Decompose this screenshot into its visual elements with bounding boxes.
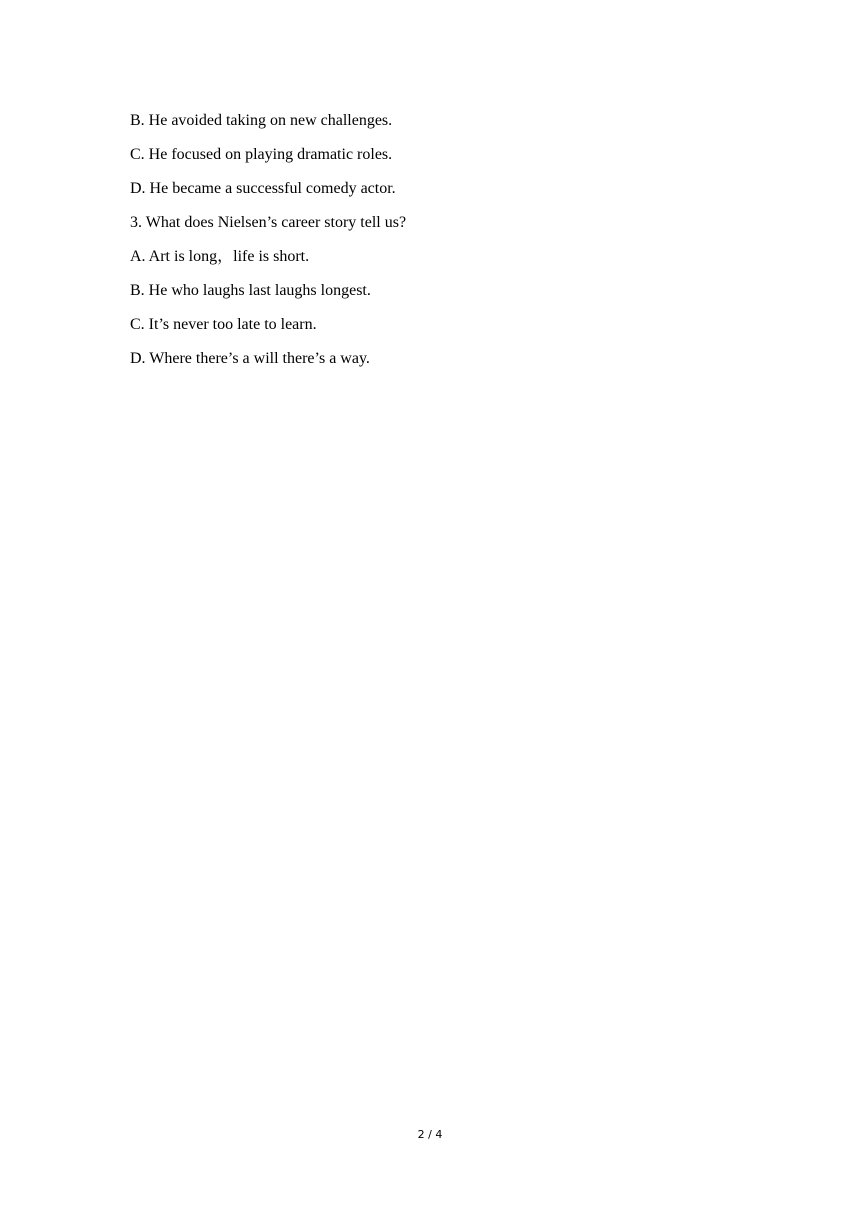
question-block xyxy=(130,110,730,382)
option-d-previous-question: D. He became a successful comedy actor. xyxy=(130,180,396,197)
page-number: 2 / 4 xyxy=(417,1128,443,1141)
question-3: 3. What does Nielsen’s career story tell us? xyxy=(130,214,407,231)
question-3-option-a: A. Art is long，life is short. xyxy=(130,248,310,265)
question-3-option-c: C. It’s never too late to learn. xyxy=(130,316,317,333)
question-3-option-b: B. He who laughs last laughs longest. xyxy=(130,282,371,299)
option-c-previous-question: C. He focused on playing dramatic roles. xyxy=(130,146,393,163)
question-3-option-d: D. Where there’s a will there’s a way. xyxy=(130,350,370,367)
option-b-previous-question: B. He avoided taking on new challenges. xyxy=(130,112,393,129)
